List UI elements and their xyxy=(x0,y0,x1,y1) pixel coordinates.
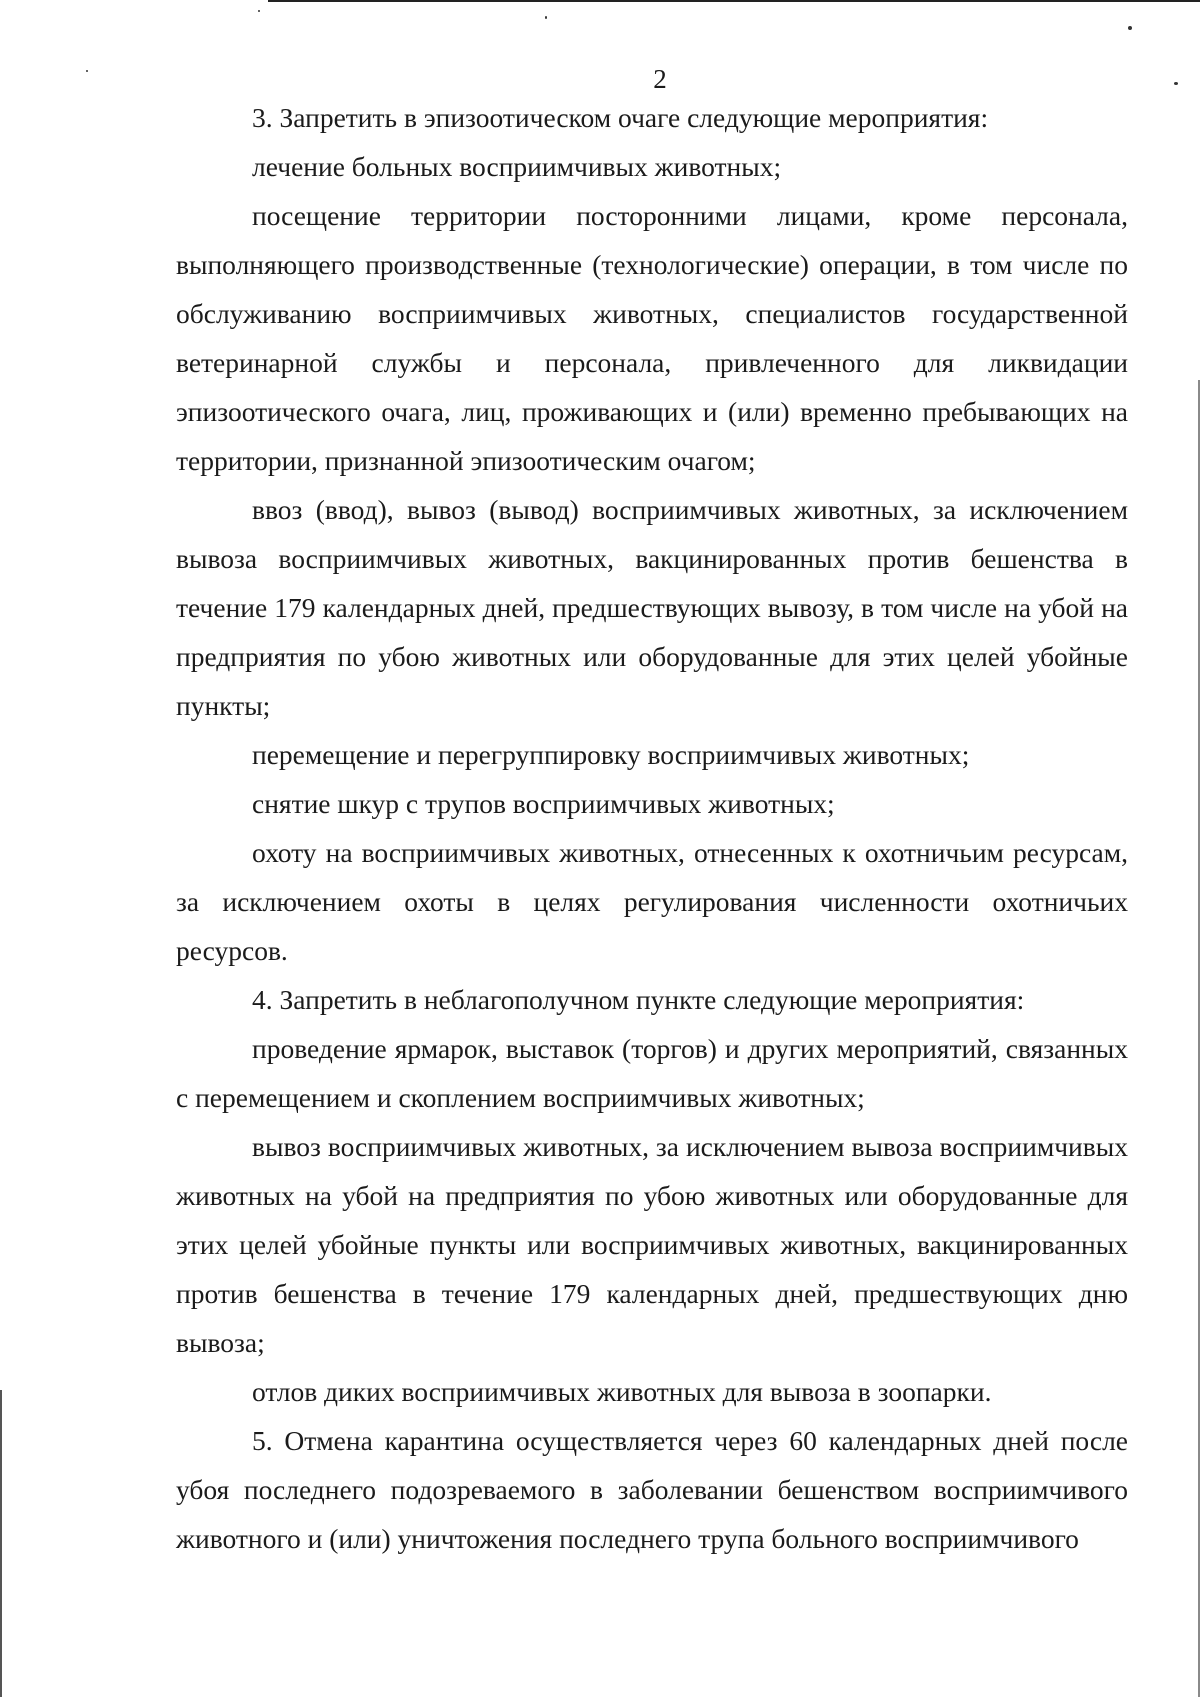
paragraph-removal-ban: вывоз восприимчивых животных, за исключением вывоза восприимчивых животных на убой на предприятия по убою животных или оборудованные для этих целей убойные пункты или восприимчивых животных, вакцинированных против бешенства в течение 179 календарных дней, предшествующих дню вывоза; xyxy=(176,1131,1128,1358)
paragraph-item-5-quarantine: 5. Отмена карантина осуществляется через 60 календарных дней после убоя последнего подозреваемого в заболевании бешенством восприимчивого животного и (или) уничтожения последнего трупа больного восприимчивого xyxy=(176,1425,1128,1554)
scan-left-edge xyxy=(0,1390,2,1697)
scan-speck xyxy=(545,16,547,19)
scan-speck xyxy=(1128,26,1132,30)
scan-top-edge xyxy=(268,0,1200,2)
page-number: 2 xyxy=(653,64,667,94)
paragraph-skinning-ban: снятие шкур с трупов восприимчивых животных; xyxy=(252,788,835,819)
paragraph-item-3-heading: 3. Запретить в эпизоотическом очаге следующие мероприятия: xyxy=(252,102,989,133)
paragraph-hunting-ban: охоту на восприимчивых животных, отнесенных к охотничьим ресурсам, за исключением охоты в целях регулирования численности охотничьих ресурсов. xyxy=(176,837,1128,966)
document-body xyxy=(176,93,1128,1563)
paragraph-capture-ban: отлов диких восприимчивых животных для вывоза в зоопарки. xyxy=(252,1376,992,1407)
paragraph-import-export-ban: ввоз (ввод), вывоз (вывод) восприимчивых животных, за исключением вывоза восприимчивых животных, вакцинированных против бешенства в течение 179 календарных дней, предшествующих вывозу, в том числе на убой на предприятия по убою животных или оборудованные для этих целей убойные пункты; xyxy=(176,494,1128,721)
scan-speck xyxy=(258,10,260,12)
paragraph-fairs-ban: проведение ярмарок, выставок (торгов) и других мероприятий, связанных с перемещением и скоплением восприимчивых животных; xyxy=(176,1033,1128,1113)
paragraph-movement-ban: перемещение и перегруппировку восприимчивых животных; xyxy=(252,739,970,770)
paragraph-visit-ban: посещение территории посторонними лицами, кроме персонала, выполняющего производственные (технологические) операции, в том числе по обслуживанию восприимчивых животных, специалистов государственной ветеринарной службы и персонала, привлеченного для ликвидации эпизоотического очага, лиц, проживающих и (или) временно пребывающих на территории, признанной эпизоотическим очагом; xyxy=(176,200,1128,476)
paragraph-item-4-heading: 4. Запретить в неблагополучном пункте следующие мероприятия: xyxy=(252,984,1025,1015)
paragraph-treatment-ban: лечение больных восприимчивых животных; xyxy=(252,151,782,182)
